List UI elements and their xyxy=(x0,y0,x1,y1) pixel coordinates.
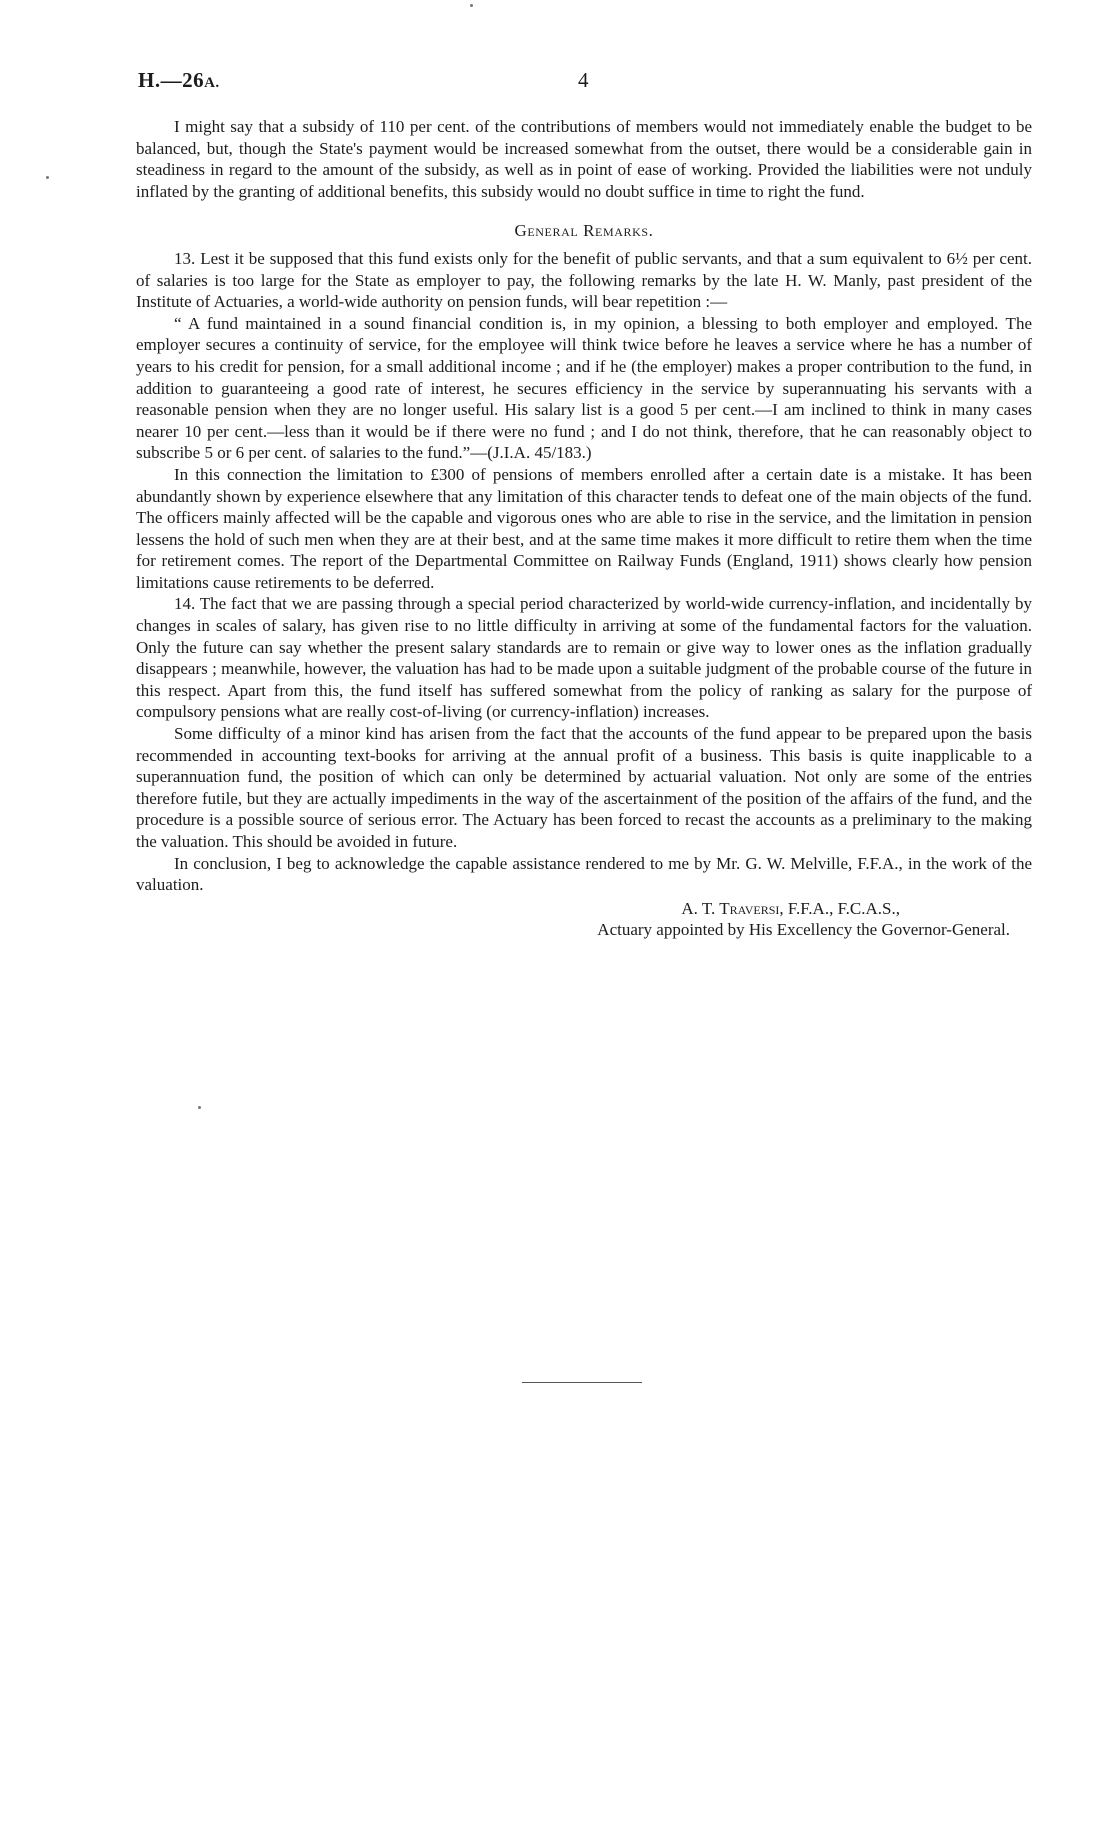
page-number: 4 xyxy=(578,68,589,92)
scan-speck xyxy=(46,176,49,179)
paragraph-13: 13. Lest it be supposed that this fund exists only for the benefit of public servants, and that a sum equivalent to 6½ per cent. of salaries is too large for the State as employer to pay, the following remarks by the late H. W. Manly, past president of the Institute of Actuaries, a world-wide authority on pension funds, will bear repetition :— xyxy=(136,248,1032,312)
section-heading: General Remarks. xyxy=(514,221,654,241)
signature-block xyxy=(136,898,1032,941)
paragraph-accounts: Some difficulty of a minor kind has arisen from the fact that the accounts of the fund appear to be prepared upon the basis recommended in accounting text-books for arriving at the annual profit of a business. This basis is quite inapplicable to a superannuation fund, the position of which can only be determined by actuarial valuation. Not only are some of the entries therefore futile, but they are actually impediments in the way of the ascertainment of the position of the affairs of the fund, and the procedure is a possible source of serious error. The Actuary has been forced to recast the accounts as a preliminary to the making the valuation. This should be avoided in future. xyxy=(136,724,1032,851)
paragraph-conclusion: In conclusion, I beg to acknowledge the capable assistance rendered to me by Mr. G. W. Melville, F.F.A., in the work of the valuation. xyxy=(136,853,1032,895)
signature-name: A. T. Traversi, F.F.A., F.C.A.S., xyxy=(681,898,900,918)
paragraph-pension-limitation: In this connection the limitation to £300 of pensions of members enrolled after a certain date is a mistake. It has been abundantly shown by experience elsewhere that any limitation of this character tends to defeat one of the main objects of the fund. The officers mainly affected will be the capable and vigorous ones who are able to rise in the service, and the limitation in pension lessens the hold of such men when they are at their best, and at the same time makes it more difficult to retire them when the time for retirement comes. The report of the Departmental Committee on Railway Funds (England, 1911) shows clearly how pension limitations cause retirements to be deferred. xyxy=(136,464,1032,592)
scan-speck xyxy=(198,1106,201,1109)
document-body xyxy=(136,116,1032,941)
document-series-suffix: A. xyxy=(204,75,220,91)
document-series: H.—26 xyxy=(138,68,205,92)
quotation-paragraph: “ A fund maintained in a sound financial condition is, in my opinion, a blessing to both employer and employed. The employer secures a continuity of service, for the employee will think twice before he leaves a service where he has a number of years to his credit for pension, for a small additional income ; and if he (the employer) makes a proper contribution to the fund, in addition to guaranteeing a good rate of interest, he secures efficiency in the service by superannuating his servants with a reasonable pension when they are no longer useful. His salary list is a good 5 per cent.—I am inclined to think in many cases nearer 10 per cent.—less than it would be if there were no fund ; and I do not think, therefore, that he can reasonably object to subscribe 5 or 6 per cent. of salaries to the fund.”—(J.I.A. 45/183.) xyxy=(136,313,1032,463)
footer-rule xyxy=(522,1382,642,1383)
paragraph-subsidy: I might say that a subsidy of 110 per cent. of the contributions of members would not immediately enable the budget to be balanced, but, though the State's payment would be increased somewhat from the outset, there would be a considerable gain in steadiness in regard to the amount of the subsidy, as well as in point of ease of working. Provided the liabilities were not unduly inflated by the granting of additional benefits, this subsidy would no doubt suffice in time to right the fund. xyxy=(136,117,1032,201)
document-reference xyxy=(138,68,220,93)
paragraph-14: 14. The fact that we are passing through a special period characterized by world-wide currency-inflation, and incidentally by changes in scales of salary, has given rise to no little difficulty in arriving at some of the fundamental factors for the valuation. Only the future can say whether the present salary standards are to remain or give way to lower ones as the inflation gradually disappears ; meanwhile, however, the valuation has had to be made upon a suitable judgment of the probable course of the future in this respect. Apart from this, the fund itself has suffered somewhat from the policy of ranking as salary for the purpose of compulsory pensions what are really cost-of-living (or currency-inflation) increases. xyxy=(136,594,1032,722)
signature-title: Actuary appointed by His Excellency the Governor-General. xyxy=(597,920,1010,940)
scan-speck xyxy=(470,4,473,7)
